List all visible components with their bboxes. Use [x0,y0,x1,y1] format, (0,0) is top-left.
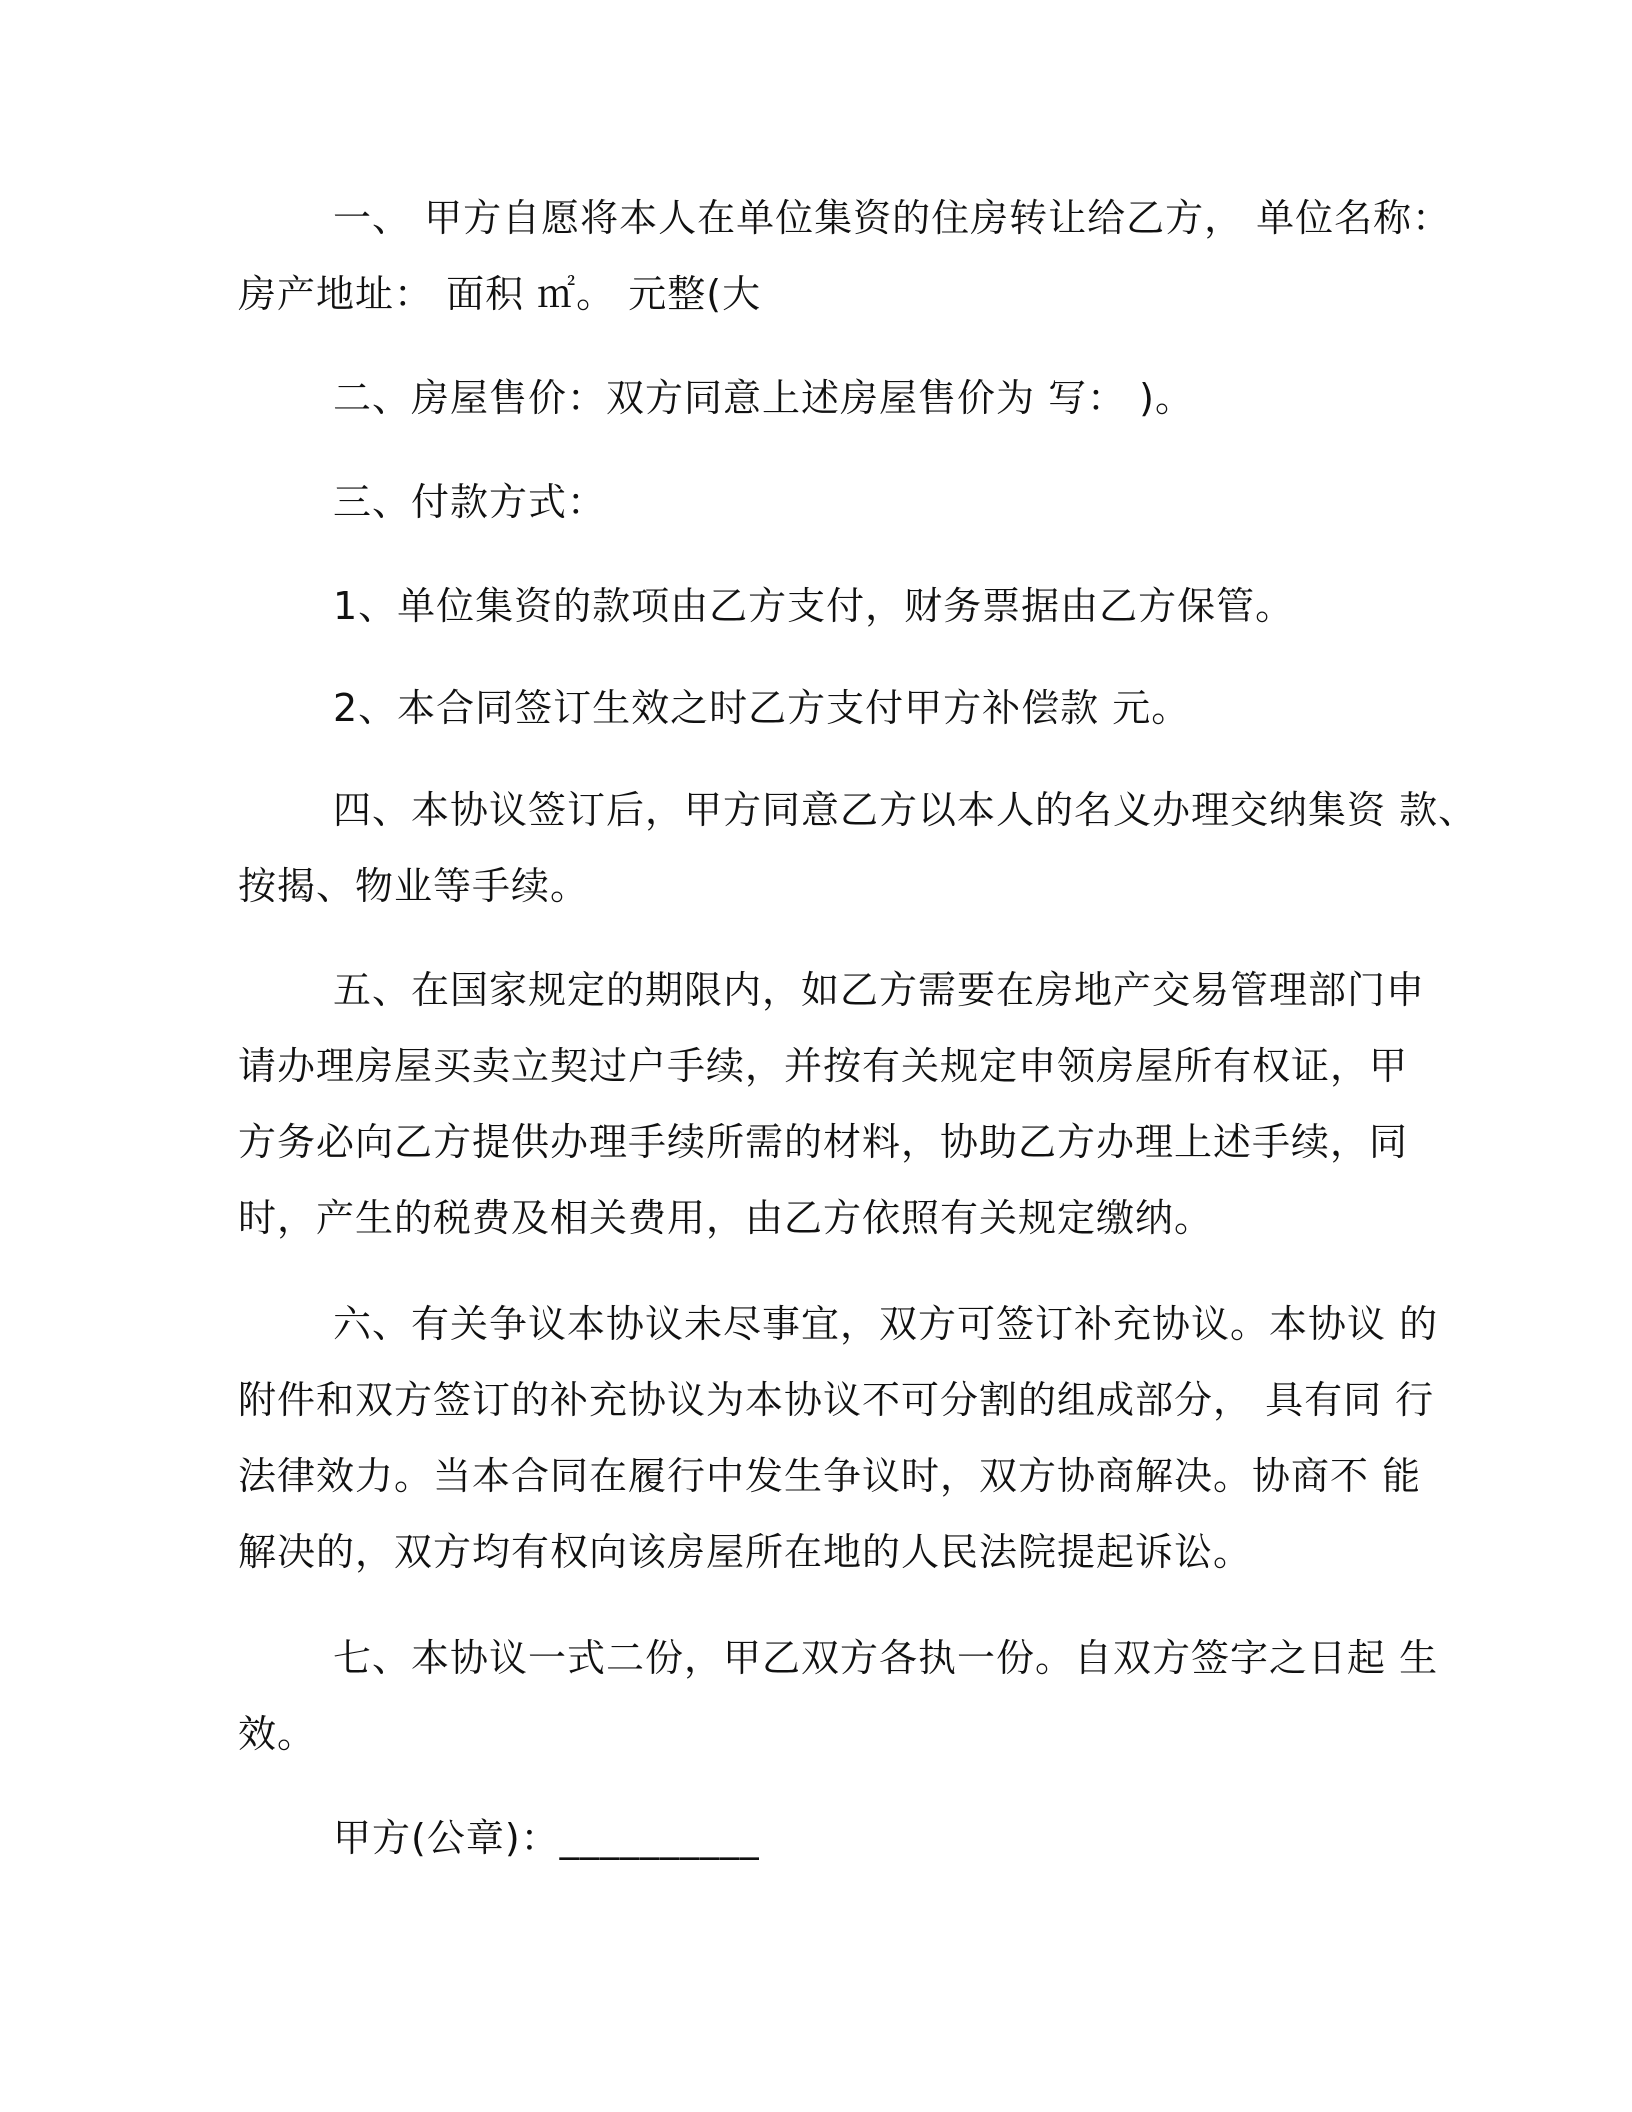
clause-7-line-1: 七、本协议一式二份，甲乙双方各执一份。自双方签字之日起 生 [333,1636,1439,1680]
clause-2-line-1: 二、房屋售价：双方同意上述房屋售价为 写： )。 [333,376,1194,420]
clause-1-line-1: 一、 甲方自愿将本人在单位集资的住房转让给乙方， 单位名称： [333,196,1452,240]
clause-5-line-4: 时，产生的税费及相关费用，由乙方依照有关规定缴纳。 [238,1196,1214,1240]
clause-5-line-2: 请办理房屋买卖立契过户手续，并按有关规定申领房屋所有权证，甲 [238,1044,1409,1088]
clause-4-line-1: 四、本协议签订后，甲方同意乙方以本人的名义办理交纳集资 款、 [333,788,1478,832]
clause-6-line-3: 法律效力。当本合同在履行中发生争议时，双方协商解决。协商不 能 [238,1454,1422,1498]
payment-item-2: 2、本合同签订生效之时乙方支付甲方补偿款 元。 [333,686,1191,730]
clause-3-heading: 三、付款方式： [333,480,607,524]
clause-4-line-2: 按揭、物业等手续。 [238,864,590,908]
clause-5-line-1: 五、在国家规定的期限内，如乙方需要在房地产交易管理部门申 [333,968,1426,1012]
clause-1-line-2: 房产地址： 面积 ㎡。 元整(大 [238,272,762,316]
clause-6-line-1: 六、有关争议本协议未尽事宜，双方可签订补充协议。本协议 的 [333,1302,1439,1346]
clause-6-line-4: 解决的，双方均有权向该房屋所在地的人民法院提起诉讼。 [238,1530,1253,1574]
payment-item-1: 1、单位集资的款项由乙方支付，财务票据由乙方保管。 [333,584,1295,628]
clause-5-line-3: 方务必向乙方提供办理手续所需的材料，协助乙方办理上述手续，同 [238,1120,1409,1164]
party-a-seal-line: 甲方(公章)：__________ [333,1816,760,1860]
clause-7-line-2: 效。 [238,1712,317,1756]
clause-6-line-2: 附件和双方签订的补充协议为本协议不可分割的组成部分， 具有同 行 [238,1378,1435,1422]
